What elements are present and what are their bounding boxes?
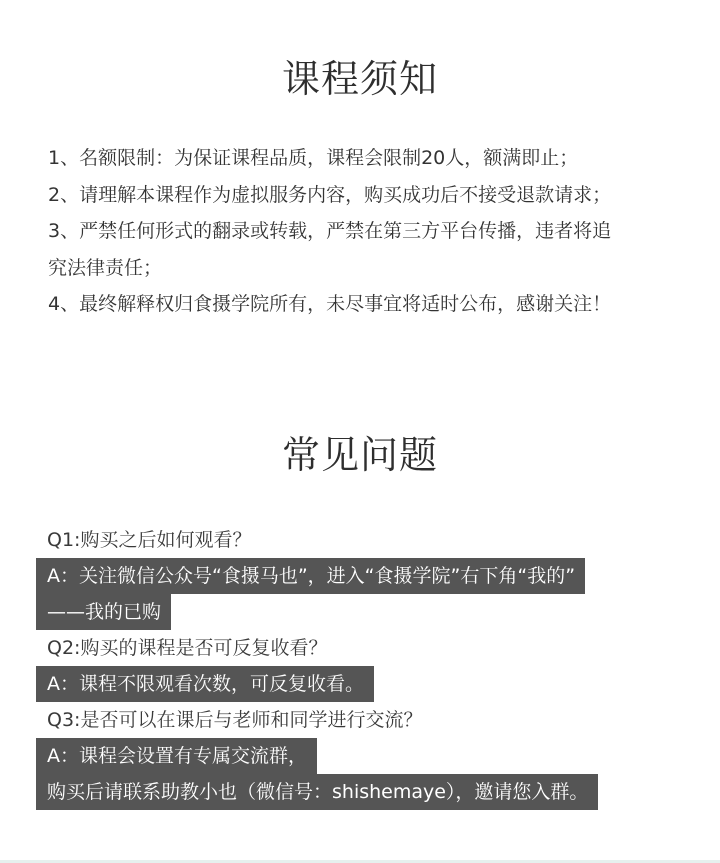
faq-answer-1-line-1: A：关注微信公众号“食摄马也”，进入“食摄学院”右下角“我的” [36, 558, 585, 594]
faq-answer-3 [36, 738, 696, 810]
notice-item-1: 1、名额限制：为保证课程品质，课程会限制20人，额满即止； [48, 147, 579, 169]
faq-question-1: Q1:购买之后如何观看？ [47, 529, 252, 551]
notice-item-4: 4、最终解释权归食摄学院所有，未尽事宜将适时公布，感谢关注！ [48, 293, 612, 315]
faq-answer-3-line-2: 购买后请联系助教小也（微信号：shishemaye），邀请您入群。 [36, 774, 598, 810]
faq-title: 常见问题 [281, 433, 438, 477]
course-notice-title: 课程须知 [281, 57, 438, 101]
notice-item-3: 3、严禁任何形式的翻录或转载，严禁在第三方平台传播，违者将追 [48, 220, 612, 242]
faq-answer-2-line-1: A：课程不限观看次数，可反复收看。 [36, 666, 374, 702]
faq-question-3: Q3:是否可以在课后与老师和同学进行交流？ [47, 709, 423, 731]
notice-item-3-continued: 究法律责任； [48, 256, 163, 279]
faq-answer-1-line-2: ——我的已购 [36, 594, 171, 630]
faq-list [36, 522, 696, 810]
faq-answer-1 [36, 558, 696, 630]
course-notice-list [48, 140, 688, 323]
faq-answer-2 [36, 666, 696, 702]
faq-question-2: Q2:购买的课程是否可反复收看？ [47, 637, 328, 659]
notice-item-2: 2、请理解本课程作为虚拟服务内容，购买成功后不接受退款请求； [48, 183, 612, 206]
faq-answer-3-line-1: A：课程会设置有专属交流群， [36, 738, 317, 774]
